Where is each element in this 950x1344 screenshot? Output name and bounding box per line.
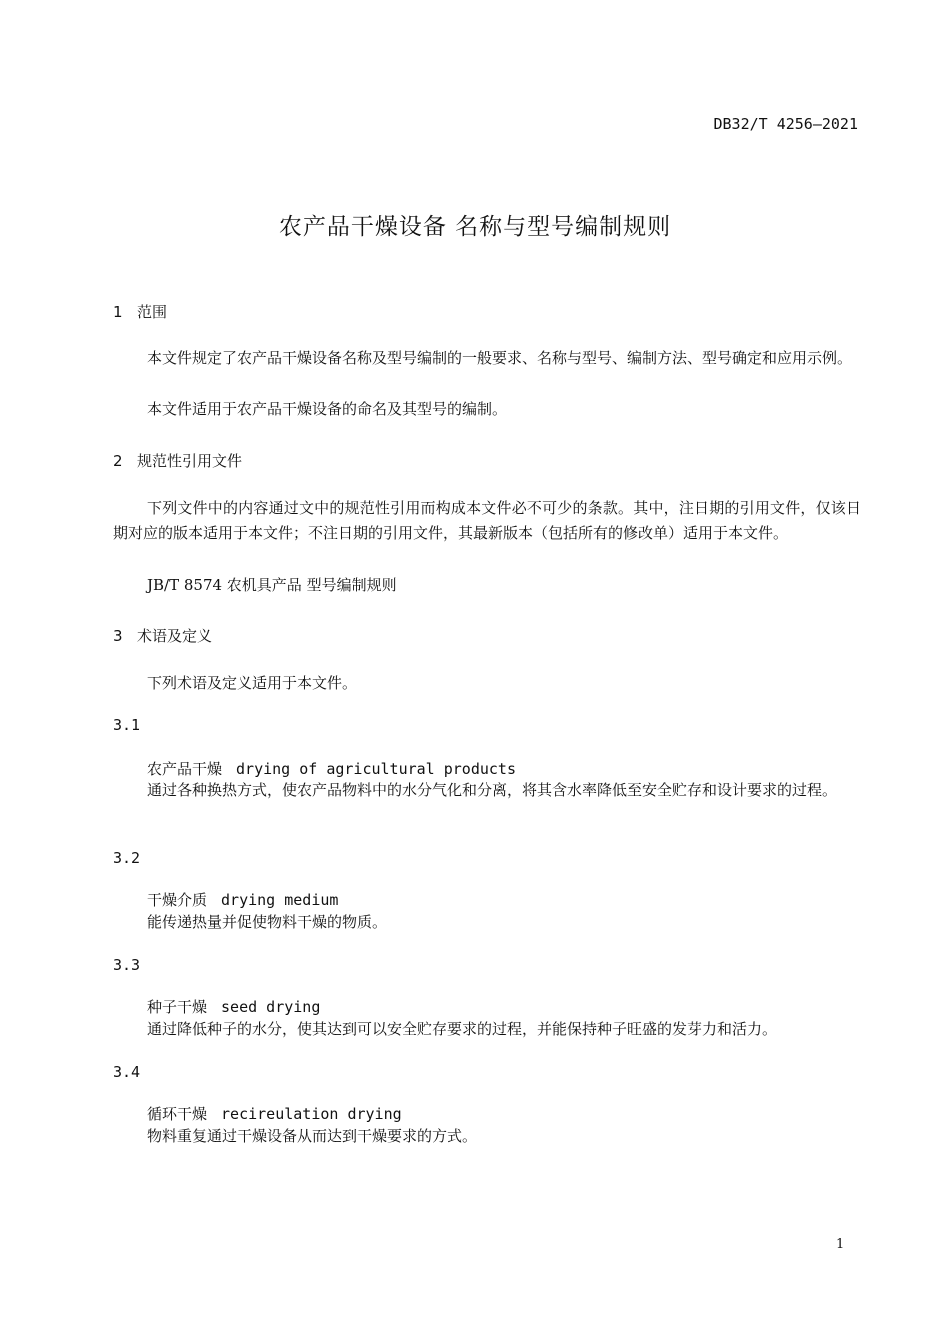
term-entry [147, 1103, 402, 1124]
term-chinese: 种子干燥 [147, 998, 208, 1016]
section-heading-normative [113, 450, 242, 471]
section-number: 1 [113, 303, 123, 321]
page-number: 1 [836, 1237, 845, 1252]
term-entry [147, 758, 516, 779]
term-entry [147, 996, 320, 1017]
section-title: 术语及定义 [137, 627, 213, 645]
term-definition: 能传递热量并促使物料干燥的物质。 [147, 913, 388, 931]
normative-reference: JB/T 8574 农机具产品 型号编制规则 [147, 576, 397, 594]
paragraph: 下列术语及定义适用于本文件。 [147, 674, 358, 692]
term-definition: 物料重复通过干燥设备从而达到干燥要求的方式。 [147, 1127, 478, 1145]
term-english: drying medium [221, 891, 339, 909]
term-english: seed drying [221, 998, 321, 1016]
section-title: 范围 [137, 303, 168, 321]
term-number: 3.2 [113, 849, 141, 867]
section-title: 规范性引用文件 [137, 452, 243, 470]
section-number: 2 [113, 452, 123, 470]
term-english: recireulation drying [221, 1105, 402, 1123]
term-number: 3.4 [113, 1063, 141, 1081]
term-chinese: 农产品干燥 [147, 760, 223, 778]
section-heading-terms [113, 625, 212, 646]
document-title: 农产品干燥设备 名称与型号编制规则 [278, 214, 672, 240]
term-chinese: 循环干燥 [147, 1105, 208, 1123]
document-number: DB32/T 4256—2021 [713, 115, 858, 133]
term-english: drying of agricultural products [236, 760, 516, 778]
term-definition: 通过各种换热方式，使农产品物料中的水分气化和分离，将其含水率降低至安全贮存和设计要求的过程。 [147, 781, 838, 799]
term-entry [147, 889, 338, 910]
term-chinese: 干燥介质 [147, 891, 208, 909]
term-number: 3.1 [113, 716, 141, 734]
paragraph: 下列文件中的内容通过文中的规范性引用而构成本文件必不可少的条款。其中，注日期的引用文件，仅该日期对应的版本适用于本文件；不注日期的引用文件，其最新版本（包括所有的修改单）适用于本文件。 [113, 499, 861, 542]
section-heading-scope [113, 301, 167, 322]
paragraph: 本文件适用于农产品干燥设备的命名及其型号的编制。 [147, 400, 508, 418]
paragraph: 本文件规定了农产品干燥设备名称及型号编制的一般要求、名称与型号、编制方法、型号确定和应用示例。 [147, 349, 853, 367]
term-definition: 通过降低种子的水分，使其达到可以安全贮存要求的过程，并能保持种子旺盛的发芽力和活力。 [147, 1020, 778, 1038]
section-number: 3 [113, 627, 123, 645]
term-number: 3.3 [113, 956, 141, 974]
